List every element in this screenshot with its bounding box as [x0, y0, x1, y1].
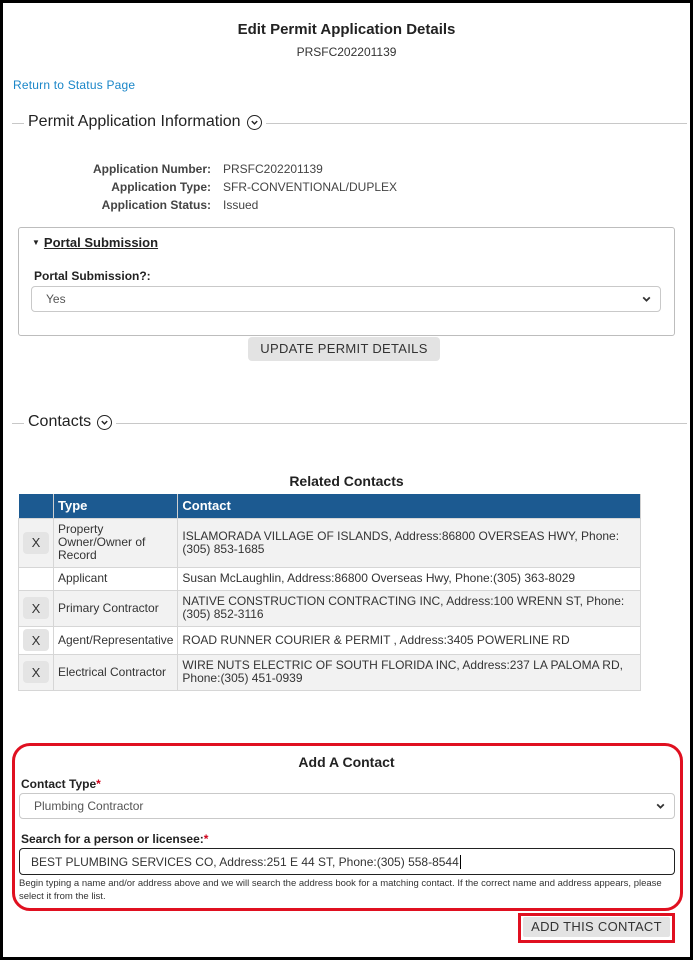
contact-details: WIRE NUTS ELECTRIC OF SOUTH FLORIDA INC, Address:237 LA PALOMA RD, Phone:(305) 451-0939 — [178, 654, 641, 690]
contacts-section-header — [12, 413, 687, 433]
permit-info-section-header — [12, 113, 687, 133]
contact-details: Susan McLaughlin, Address:86800 Overseas Hwy, Phone:(305) 363-8029 — [178, 567, 641, 590]
portal-submission-label: Portal Submission?: — [34, 269, 151, 283]
portal-submission-select[interactable] — [31, 286, 661, 312]
search-help-text: Begin typing a name and/or address above and we will search the address book for a matching contact. If the correct name and address appears, please select it from the list. — [19, 878, 662, 902]
permit-info-fields — [0, 162, 397, 216]
chevron-down-icon — [655, 801, 666, 812]
contacts-section-title: Contacts — [28, 413, 92, 430]
table-row — [19, 590, 641, 626]
field-value: PRSFC202201139 — [223, 162, 323, 176]
contact-details: ISLAMORADA VILLAGE OF ISLANDS, Address:86800 OVERSEAS HWY, Phone:(305) 853-1685 — [178, 518, 641, 567]
search-label — [21, 832, 208, 846]
contact-details: NATIVE CONSTRUCTION CONTRACTING INC, Address:100 WRENN ST, Phone:(305) 852-3116 — [178, 590, 641, 626]
remove-contact-button[interactable]: X — [23, 532, 49, 554]
table-row — [19, 626, 641, 654]
info-row-application-type — [0, 180, 397, 198]
remove-contact-button[interactable]: X — [23, 597, 49, 619]
permit-number: PRSFC202201139 — [296, 45, 397, 59]
contact-type-select[interactable] — [19, 793, 675, 819]
field-label: Application Status: — [101, 198, 211, 212]
remove-cell — [19, 518, 54, 567]
portal-submission-toggle[interactable] — [32, 235, 158, 250]
header-type: Type — [54, 494, 178, 518]
search-input-value: BEST PLUMBING SERVICES CO, Address:251 E 44 ST, Phone:(305) 558-8544 — [31, 854, 459, 869]
permit-info-toggle[interactable] — [24, 113, 266, 131]
add-this-contact-button[interactable]: ADD THIS CONTACT — [523, 917, 670, 937]
contact-type-label — [21, 777, 101, 791]
related-contacts-table — [18, 494, 641, 691]
text-caret — [460, 855, 461, 869]
related-contacts-title: Related Contacts — [289, 473, 404, 489]
update-permit-details-button[interactable]: UPDATE PERMIT DETAILS — [248, 337, 440, 361]
portal-submission-value: Yes — [46, 292, 66, 306]
field-label: Application Number: — [92, 162, 211, 176]
add-contact-title: Add A Contact — [298, 754, 395, 770]
contact-type: Property Owner/Owner of Record — [54, 518, 178, 567]
remove-cell — [19, 567, 54, 590]
remove-cell — [19, 590, 54, 626]
field-value: SFR-CONVENTIONAL/DUPLEX — [223, 180, 398, 194]
chevron-down-icon — [641, 294, 652, 305]
table-row — [19, 654, 641, 690]
table-row — [19, 567, 641, 590]
info-row-application-number — [0, 162, 397, 180]
contact-details: ROAD RUNNER COURIER & PERMIT , Address:3405 POWERLINE RD — [178, 626, 641, 654]
caret-down-icon: ▼ — [32, 238, 40, 247]
permit-info-section-title: Permit Application Information — [28, 113, 241, 130]
contact-type-value: Plumbing Contractor — [34, 799, 144, 813]
remove-cell — [19, 654, 54, 690]
header-remove — [19, 494, 54, 518]
contact-type: Applicant — [54, 567, 178, 590]
search-label-text: Search for a person or licensee: — [21, 832, 204, 846]
contact-type: Electrical Contractor — [54, 654, 178, 690]
contact-type-label-text: Contact Type — [21, 777, 97, 791]
field-label: Application Type: — [111, 180, 211, 194]
field-value: Issued — [223, 198, 259, 212]
required-mark: * — [203, 832, 209, 846]
table-row — [19, 518, 641, 567]
contact-type: Primary Contractor — [54, 590, 178, 626]
page-title: Edit Permit Application Details — [237, 21, 456, 38]
contact-search-input[interactable] — [19, 848, 675, 875]
required-mark: * — [96, 777, 101, 791]
remove-contact-button[interactable]: X — [23, 661, 49, 683]
remove-contact-button[interactable]: X — [23, 629, 49, 651]
contact-type: Agent/Representative — [54, 626, 178, 654]
contacts-toggle[interactable] — [24, 413, 116, 431]
portal-submission-title: Portal Submission — [43, 235, 159, 250]
return-to-status-link[interactable]: Return to Status Page — [13, 78, 136, 92]
header-contact: Contact — [178, 494, 641, 518]
remove-cell — [19, 626, 54, 654]
table-header-row — [19, 494, 641, 518]
chevron-down-circle-icon[interactable] — [247, 115, 262, 130]
chevron-down-circle-icon[interactable] — [97, 415, 112, 430]
info-row-application-status — [0, 198, 397, 216]
